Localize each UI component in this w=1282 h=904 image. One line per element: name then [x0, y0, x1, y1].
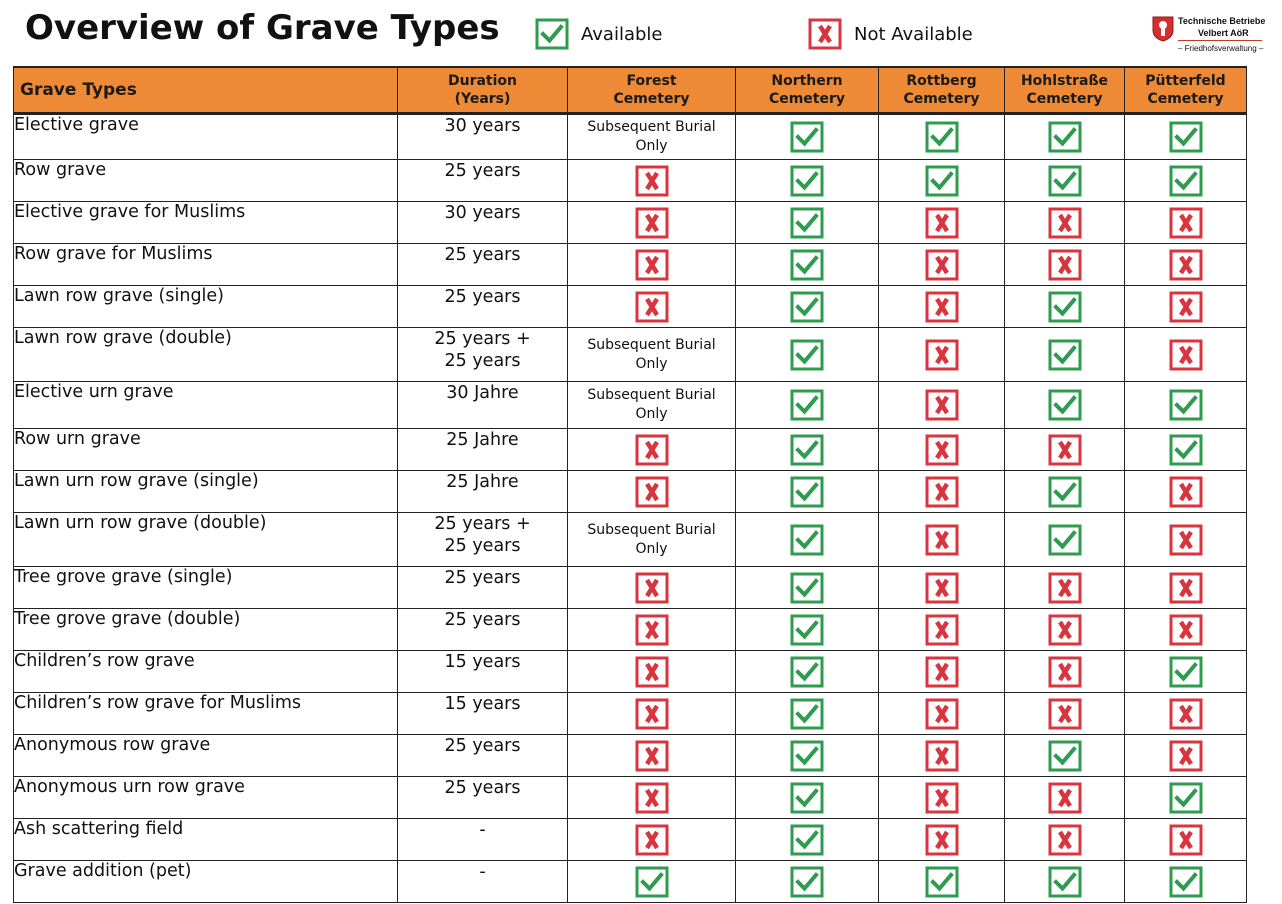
availability-rottberg: [879, 328, 1005, 382]
availability-forest: [568, 513, 736, 567]
grave-type-name: Elective grave for Muslims: [14, 202, 398, 244]
checkmark-icon: [790, 824, 824, 856]
checkmark-icon: [925, 121, 959, 153]
availability-hohlstrasse: [1005, 429, 1125, 471]
logo-line-3: – Friedhofsverwaltung –: [1178, 44, 1264, 53]
availability-rottberg: [879, 777, 1005, 819]
availability-putterfeld: [1125, 429, 1247, 471]
legend-not-available-label: Not Available: [854, 23, 973, 45]
checkmark-icon: [790, 614, 824, 646]
header-rottberg-cemetery: Rottberg Cemetery: [879, 67, 1005, 114]
cross-icon: [925, 339, 959, 371]
cross-icon: [1169, 824, 1203, 856]
availability-northern: [736, 735, 879, 777]
cross-icon: [1048, 824, 1082, 856]
availability-putterfeld: [1125, 693, 1247, 735]
availability-putterfeld: [1125, 160, 1247, 202]
availability-forest: [568, 429, 736, 471]
availability-putterfeld: [1125, 286, 1247, 328]
duration-cell: [398, 651, 568, 693]
duration-cell: [398, 244, 568, 286]
duration-value: 25 years +: [434, 329, 531, 349]
grave-type-name: Tree grove grave (single): [14, 567, 398, 609]
cross-icon: [925, 249, 959, 281]
checkmark-icon: [1048, 740, 1082, 772]
availability-putterfeld: [1125, 651, 1247, 693]
cross-icon: [925, 656, 959, 688]
cross-icon: [925, 782, 959, 814]
duration-value: -: [479, 820, 486, 840]
cross-icon: [1048, 249, 1082, 281]
cross-icon: [635, 698, 669, 730]
availability-hohlstrasse: [1005, 819, 1125, 861]
availability-rottberg: [879, 861, 1005, 903]
coat-of-arms-icon: [1152, 16, 1174, 42]
checkmark-icon: [1169, 165, 1203, 197]
organization-logo: [1150, 14, 1272, 58]
cross-icon: [925, 476, 959, 508]
cross-icon: [635, 434, 669, 466]
availability-putterfeld: [1125, 114, 1247, 160]
availability-rottberg: [879, 567, 1005, 609]
availability-northern: [736, 160, 879, 202]
grave-type-name: Row urn grave: [14, 429, 398, 471]
cross-icon: [925, 434, 959, 466]
duration-cell: [398, 861, 568, 903]
checkmark-icon: [790, 389, 824, 421]
duration-cell: [398, 819, 568, 861]
cross-icon: [1048, 698, 1082, 730]
availability-putterfeld: [1125, 567, 1247, 609]
cross-icon: [635, 249, 669, 281]
checkmark-icon: [925, 866, 959, 898]
table-row: [14, 382, 1247, 429]
availability-putterfeld: [1125, 244, 1247, 286]
table-row: [14, 114, 1247, 160]
grave-type-name: Grave addition (pet): [14, 861, 398, 903]
checkmark-icon: [635, 866, 669, 898]
legend-available: [535, 18, 662, 50]
table-row: [14, 777, 1247, 819]
availability-putterfeld: [1125, 328, 1247, 382]
checkmark-icon: [790, 698, 824, 730]
checkmark-icon: [925, 165, 959, 197]
header-grave-types: Grave Types: [14, 67, 398, 114]
grave-type-name: Row grave for Muslims: [14, 244, 398, 286]
checkmark-icon: [1169, 656, 1203, 688]
availability-rottberg: [879, 471, 1005, 513]
cross-icon: [635, 207, 669, 239]
availability-forest: [568, 382, 736, 429]
availability-hohlstrasse: [1005, 244, 1125, 286]
cross-icon: [925, 572, 959, 604]
availability-forest: [568, 244, 736, 286]
checkmark-icon: [1048, 291, 1082, 323]
duration-value: 25 years: [444, 351, 521, 371]
availability-putterfeld: [1125, 471, 1247, 513]
cross-icon: [635, 291, 669, 323]
availability-rottberg: [879, 244, 1005, 286]
availability-hohlstrasse: [1005, 861, 1125, 903]
grave-type-name: Children’s row grave: [14, 651, 398, 693]
duration-cell: [398, 382, 568, 429]
cross-icon: [1048, 614, 1082, 646]
availability-rottberg: [879, 819, 1005, 861]
grave-type-name: Elective grave: [14, 114, 398, 160]
checkmark-icon: [790, 572, 824, 604]
duration-cell: [398, 471, 568, 513]
availability-hohlstrasse: [1005, 735, 1125, 777]
duration-cell: [398, 777, 568, 819]
checkmark-icon: [1169, 782, 1203, 814]
duration-value: 25 years: [444, 536, 521, 556]
availability-hohlstrasse: [1005, 382, 1125, 429]
availability-forest: [568, 114, 736, 160]
checkmark-icon: [790, 207, 824, 239]
subsequent-burial-note: Subsequent Burial Only: [587, 336, 716, 372]
availability-forest: [568, 861, 736, 903]
availability-putterfeld: [1125, 513, 1247, 567]
availability-hohlstrasse: [1005, 609, 1125, 651]
duration-cell: [398, 693, 568, 735]
grave-type-name: Lawn urn row grave (double): [14, 513, 398, 567]
grave-type-name: Elective urn grave: [14, 382, 398, 429]
grave-type-name: Ash scattering field: [14, 819, 398, 861]
duration-value: 25 Jahre: [446, 472, 519, 492]
availability-rottberg: [879, 202, 1005, 244]
duration-value: 25 years: [444, 778, 521, 798]
subsequent-burial-note: Subsequent Burial Only: [587, 387, 716, 422]
checkmark-icon: [1048, 866, 1082, 898]
duration-value: 15 years: [444, 694, 521, 714]
table-header-row: [14, 67, 1247, 114]
table-row: [14, 160, 1247, 202]
availability-forest: [568, 651, 736, 693]
availability-putterfeld: [1125, 735, 1247, 777]
cross-icon: [1048, 434, 1082, 466]
grave-type-name: Tree grove grave (double): [14, 609, 398, 651]
cross-icon: [925, 291, 959, 323]
availability-hohlstrasse: [1005, 114, 1125, 160]
availability-putterfeld: [1125, 202, 1247, 244]
checkmark-icon: [1048, 389, 1082, 421]
availability-hohlstrasse: [1005, 567, 1125, 609]
availability-northern: [736, 861, 879, 903]
grave-type-name: Lawn urn row grave (single): [14, 471, 398, 513]
checkmark-icon: [790, 740, 824, 772]
cross-icon: [1169, 249, 1203, 281]
availability-rottberg: [879, 160, 1005, 202]
availability-rottberg: [879, 429, 1005, 471]
checkmark-icon: [790, 121, 824, 153]
table-row: [14, 861, 1247, 903]
availability-hohlstrasse: [1005, 471, 1125, 513]
table-row: [14, 819, 1247, 861]
cross-icon: [925, 614, 959, 646]
subsequent-burial-note: Subsequent Burial Only: [587, 119, 716, 154]
cross-icon: [925, 698, 959, 730]
table-row: [14, 429, 1247, 471]
checkmark-icon: [790, 476, 824, 508]
checkmark-icon: [790, 434, 824, 466]
grave-types-table: [13, 66, 1247, 903]
availability-rottberg: [879, 735, 1005, 777]
availability-putterfeld: [1125, 382, 1247, 429]
cross-icon: [1169, 476, 1203, 508]
grave-type-name: Lawn row grave (single): [14, 286, 398, 328]
availability-hohlstrasse: [1005, 202, 1125, 244]
table-row: [14, 609, 1247, 651]
checkmark-icon: [790, 866, 824, 898]
availability-northern: [736, 651, 879, 693]
availability-putterfeld: [1125, 777, 1247, 819]
duration-value: 25 years: [444, 568, 521, 588]
duration-value: 25 Jahre: [446, 430, 519, 450]
table-row: [14, 567, 1247, 609]
availability-rottberg: [879, 609, 1005, 651]
cross-icon: [635, 476, 669, 508]
header-forest-cemetery: Forest Cemetery: [568, 67, 736, 114]
cross-icon: [1169, 524, 1203, 556]
duration-cell: [398, 328, 568, 382]
availability-forest: [568, 328, 736, 382]
availability-northern: [736, 328, 879, 382]
availability-rottberg: [879, 382, 1005, 429]
availability-northern: [736, 382, 879, 429]
logo-line-1: Technische Betriebe: [1178, 16, 1266, 26]
availability-northern: [736, 244, 879, 286]
cross-icon: [1169, 698, 1203, 730]
availability-forest: [568, 777, 736, 819]
availability-rottberg: [879, 651, 1005, 693]
cross-icon: [808, 18, 842, 50]
availability-forest: [568, 202, 736, 244]
cross-icon: [1169, 291, 1203, 323]
cross-icon: [925, 389, 959, 421]
checkmark-icon: [535, 18, 569, 50]
table-row: [14, 244, 1247, 286]
checkmark-icon: [1169, 389, 1203, 421]
availability-forest: [568, 160, 736, 202]
availability-northern: [736, 819, 879, 861]
availability-northern: [736, 202, 879, 244]
checkmark-icon: [1048, 476, 1082, 508]
availability-putterfeld: [1125, 819, 1247, 861]
duration-value: 15 years: [444, 652, 521, 672]
cross-icon: [1048, 782, 1082, 814]
checkmark-icon: [1048, 339, 1082, 371]
checkmark-icon: [790, 339, 824, 371]
availability-putterfeld: [1125, 609, 1247, 651]
table-row: [14, 651, 1247, 693]
duration-value: 25 years: [444, 161, 521, 181]
table-row: [14, 471, 1247, 513]
logo-line-2: Velbert AöR: [1198, 28, 1249, 38]
cross-icon: [1048, 656, 1082, 688]
grave-type-name: Children’s row grave for Muslims: [14, 693, 398, 735]
checkmark-icon: [790, 782, 824, 814]
availability-northern: [736, 114, 879, 160]
checkmark-icon: [1169, 121, 1203, 153]
availability-hohlstrasse: [1005, 693, 1125, 735]
table-row: [14, 513, 1247, 567]
availability-forest: [568, 609, 736, 651]
legend-available-label: Available: [581, 23, 663, 45]
availability-hohlstrasse: [1005, 328, 1125, 382]
grave-type-name: Lawn row grave (double): [14, 328, 398, 382]
availability-northern: [736, 693, 879, 735]
cross-icon: [925, 740, 959, 772]
cross-icon: [1169, 572, 1203, 604]
cross-icon: [1048, 572, 1082, 604]
availability-northern: [736, 429, 879, 471]
logo-divider: [1178, 40, 1262, 41]
cross-icon: [635, 824, 669, 856]
cross-icon: [1169, 614, 1203, 646]
duration-cell: [398, 160, 568, 202]
checkmark-icon: [790, 249, 824, 281]
duration-value: 25 years: [444, 287, 521, 307]
availability-northern: [736, 567, 879, 609]
cross-icon: [635, 572, 669, 604]
availability-putterfeld: [1125, 861, 1247, 903]
cross-icon: [635, 614, 669, 646]
availability-northern: [736, 286, 879, 328]
page-title: Overview of Grave Types: [25, 8, 500, 48]
availability-northern: [736, 471, 879, 513]
header-northern-cemetery: Northern Cemetery: [736, 67, 879, 114]
availability-rottberg: [879, 693, 1005, 735]
header-duration: Duration (Years): [398, 67, 568, 114]
cross-icon: [1169, 740, 1203, 772]
checkmark-icon: [1048, 524, 1082, 556]
table-row: [14, 328, 1247, 382]
duration-value: 25 years: [444, 245, 521, 265]
cross-icon: [1048, 207, 1082, 239]
checkmark-icon: [790, 656, 824, 688]
cross-icon: [635, 740, 669, 772]
availability-rottberg: [879, 286, 1005, 328]
availability-forest: [568, 735, 736, 777]
table-row: [14, 693, 1247, 735]
duration-value: 30 Jahre: [446, 383, 519, 403]
table-row: [14, 202, 1247, 244]
table-row: [14, 286, 1247, 328]
duration-value: 30 years: [444, 116, 521, 136]
availability-rottberg: [879, 513, 1005, 567]
subsequent-burial-note: Subsequent Burial Only: [587, 521, 716, 557]
availability-hohlstrasse: [1005, 160, 1125, 202]
duration-value: 25 years +: [434, 514, 531, 534]
checkmark-icon: [790, 524, 824, 556]
checkmark-icon: [790, 291, 824, 323]
duration-cell: [398, 609, 568, 651]
cross-icon: [1169, 207, 1203, 239]
availability-northern: [736, 777, 879, 819]
checkmark-icon: [790, 165, 824, 197]
grave-type-name: Anonymous row grave: [14, 735, 398, 777]
duration-cell: [398, 567, 568, 609]
grave-type-name: Anonymous urn row grave: [14, 777, 398, 819]
duration-value: 25 years: [444, 610, 521, 630]
duration-cell: [398, 429, 568, 471]
duration-value: 30 years: [444, 203, 521, 223]
duration-cell: [398, 286, 568, 328]
duration-value: -: [479, 862, 486, 882]
checkmark-icon: [1169, 434, 1203, 466]
duration-cell: [398, 202, 568, 244]
availability-forest: [568, 693, 736, 735]
cross-icon: [1169, 339, 1203, 371]
availability-hohlstrasse: [1005, 651, 1125, 693]
availability-rottberg: [879, 114, 1005, 160]
availability-forest: [568, 819, 736, 861]
cross-icon: [925, 524, 959, 556]
checkmark-icon: [1048, 121, 1082, 153]
availability-forest: [568, 567, 736, 609]
availability-hohlstrasse: [1005, 513, 1125, 567]
header-putterfeld-cemetery: Pütterfeld Cemetery: [1125, 67, 1247, 114]
table-row: [14, 735, 1247, 777]
cross-icon: [635, 165, 669, 197]
availability-hohlstrasse: [1005, 777, 1125, 819]
header-hohlstrasse-cemetery: Hohlstraße Cemetery: [1005, 67, 1125, 114]
duration-cell: [398, 513, 568, 567]
checkmark-icon: [1048, 165, 1082, 197]
cross-icon: [925, 207, 959, 239]
duration-cell: [398, 735, 568, 777]
checkmark-icon: [1169, 866, 1203, 898]
cross-icon: [925, 824, 959, 856]
duration-cell: [398, 114, 568, 160]
cross-icon: [635, 656, 669, 688]
availability-forest: [568, 286, 736, 328]
duration-value: 25 years: [444, 736, 521, 756]
availability-forest: [568, 471, 736, 513]
legend-not-available: [808, 18, 973, 50]
availability-northern: [736, 609, 879, 651]
cross-icon: [635, 782, 669, 814]
grave-type-name: Row grave: [14, 160, 398, 202]
availability-hohlstrasse: [1005, 286, 1125, 328]
availability-northern: [736, 513, 879, 567]
